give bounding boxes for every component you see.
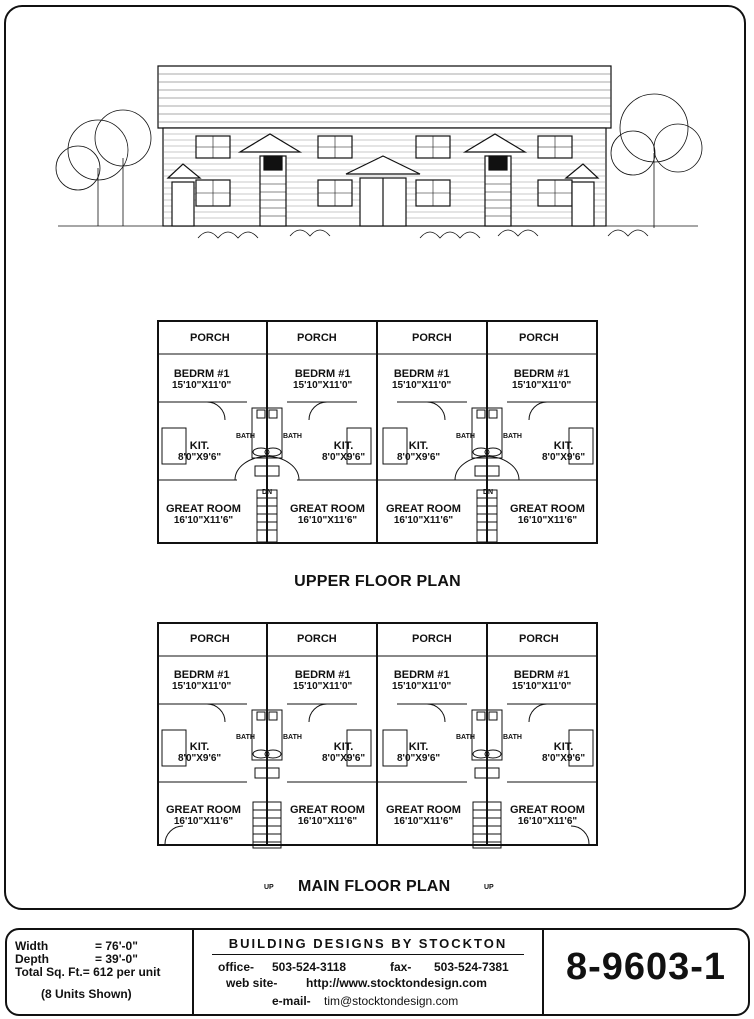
bedroom-dim: 15'10"X11'0" bbox=[293, 681, 353, 692]
upper-bath-label-4: BATH bbox=[503, 433, 522, 440]
main-bath-label-1: BATH bbox=[236, 734, 255, 741]
main-porch-label-4: PORCH bbox=[519, 633, 559, 645]
kitchen-dim: 8'0"X9'6" bbox=[322, 753, 366, 764]
great-room-label: GREAT ROOM bbox=[386, 804, 461, 816]
depth-value: = 39'-0" bbox=[95, 952, 138, 966]
great-room-dim: 16'10"X11'6" bbox=[393, 515, 454, 526]
upper-bedroom-1 bbox=[172, 368, 231, 392]
main-great-room-2 bbox=[290, 804, 365, 828]
great-room-label: GREAT ROOM bbox=[510, 503, 585, 515]
upper-great-room-4 bbox=[510, 503, 585, 527]
specs-box bbox=[5, 928, 194, 1016]
upper-bedroom-4 bbox=[512, 368, 571, 392]
main-kitchen-2 bbox=[322, 741, 365, 765]
main-stair-label-2: UP bbox=[484, 884, 494, 891]
kitchen-label: KIT. bbox=[408, 440, 429, 452]
main-bath-label-2: BATH bbox=[283, 734, 302, 741]
company-divider bbox=[212, 954, 524, 955]
kitchen-dim: 8'0"X9'6" bbox=[542, 753, 586, 764]
upper-kitchen-2 bbox=[322, 440, 365, 464]
main-great-room-3 bbox=[386, 804, 461, 828]
main-bedroom-2 bbox=[293, 669, 352, 693]
kitchen-dim: 8'0"X9'6" bbox=[542, 452, 586, 463]
total-sqft: Total Sq. Ft.= 612 per unit bbox=[15, 965, 161, 979]
great-room-dim: 16'10"X11'6" bbox=[393, 816, 454, 827]
bedroom-label: BEDRM #1 bbox=[173, 669, 230, 681]
great-room-dim: 16'10"X11'6" bbox=[517, 816, 578, 827]
upper-stair-label-1: DN bbox=[262, 489, 273, 496]
upper-kitchen-1 bbox=[178, 440, 221, 464]
bedroom-dim: 15'10"X11'0" bbox=[392, 380, 452, 391]
bedroom-label: BEDRM #1 bbox=[393, 669, 450, 681]
units-shown: (8 Units Shown) bbox=[41, 987, 132, 1001]
bedroom-label: BEDRM #1 bbox=[294, 368, 351, 380]
main-porch-label-1: PORCH bbox=[190, 633, 230, 645]
plan-number: 8-9603-1 bbox=[565, 946, 727, 988]
bedroom-dim: 15'10"X11'0" bbox=[293, 380, 353, 391]
kitchen-label: KIT. bbox=[553, 440, 574, 452]
kitchen-label: KIT. bbox=[333, 741, 354, 753]
bedroom-dim: 15'10"X11'0" bbox=[512, 681, 572, 692]
bedroom-dim: 15'10"X11'0" bbox=[512, 380, 572, 391]
depth-label: Depth bbox=[15, 952, 49, 966]
company-box bbox=[192, 928, 544, 1016]
great-room-dim: 16'10"X11'6" bbox=[173, 515, 234, 526]
website-link[interactable]: http://www.stocktondesign.com bbox=[306, 976, 487, 990]
great-room-label: GREAT ROOM bbox=[166, 503, 241, 515]
upper-bedroom-3 bbox=[392, 368, 451, 392]
main-bedroom-1 bbox=[172, 669, 231, 693]
upper-bath-label-1: BATH bbox=[236, 433, 255, 440]
main-great-room-1 bbox=[166, 804, 241, 828]
main-great-room-4 bbox=[510, 804, 585, 828]
great-room-label: GREAT ROOM bbox=[510, 804, 585, 816]
great-room-dim: 16'10"X11'6" bbox=[517, 515, 578, 526]
main-kitchen-4 bbox=[542, 741, 585, 765]
upper-stair-label-2: DN bbox=[483, 489, 494, 496]
kitchen-dim: 8'0"X9'6" bbox=[322, 452, 366, 463]
upper-great-room-1 bbox=[166, 503, 241, 527]
great-room-label: GREAT ROOM bbox=[290, 503, 365, 515]
great-room-dim: 16'10"X11'6" bbox=[173, 816, 234, 827]
great-room-label: GREAT ROOM bbox=[386, 503, 461, 515]
bedroom-dim: 15'10"X11'0" bbox=[172, 681, 232, 692]
email-link[interactable]: tim@stocktondesign.com bbox=[324, 994, 459, 1008]
kitchen-dim: 8'0"X9'6" bbox=[397, 753, 441, 764]
kitchen-dim: 8'0"X9'6" bbox=[397, 452, 441, 463]
main-porch-label-3: PORCH bbox=[412, 633, 452, 645]
bedroom-label: BEDRM #1 bbox=[513, 368, 570, 380]
main-kitchen-3 bbox=[397, 741, 440, 765]
upper-bath-label-3: BATH bbox=[456, 433, 475, 440]
upper-kitchen-3 bbox=[397, 440, 440, 464]
plan-number-box bbox=[542, 928, 750, 1016]
main-bath-label-4: BATH bbox=[503, 734, 522, 741]
kitchen-label: KIT. bbox=[189, 741, 210, 753]
bedroom-dim: 15'10"X11'0" bbox=[392, 681, 452, 692]
upper-porch-label-2: PORCH bbox=[297, 332, 337, 344]
office-phone: 503-524-3118 bbox=[272, 960, 347, 974]
upper-floor-plan-title: UPPER FLOOR PLAN bbox=[294, 573, 461, 590]
main-floor-plan-title: MAIN FLOOR PLAN bbox=[298, 878, 451, 895]
kitchen-label: KIT. bbox=[189, 440, 210, 452]
kitchen-dim: 8'0"X9'6" bbox=[178, 452, 222, 463]
great-room-label: GREAT ROOM bbox=[166, 804, 241, 816]
great-room-label: GREAT ROOM bbox=[290, 804, 365, 816]
kitchen-dim: 8'0"X9'6" bbox=[178, 753, 222, 764]
upper-bath-label-2: BATH bbox=[283, 433, 302, 440]
main-kitchen-1 bbox=[178, 741, 221, 765]
main-porch-label-2: PORCH bbox=[297, 633, 337, 645]
main-bedroom-4 bbox=[512, 669, 571, 693]
bedroom-label: BEDRM #1 bbox=[393, 368, 450, 380]
width-value: = 76'-0" bbox=[95, 939, 138, 953]
upper-great-room-3 bbox=[386, 503, 461, 527]
main-stair-label-1: UP bbox=[264, 884, 274, 891]
upper-kitchen-4 bbox=[542, 440, 585, 464]
width-label: Width bbox=[15, 939, 49, 953]
front-elevation bbox=[28, 58, 728, 268]
upper-bedroom-2 bbox=[293, 368, 352, 392]
great-room-dim: 16'10"X11'6" bbox=[297, 816, 358, 827]
upper-porch-label-1: PORCH bbox=[190, 332, 230, 344]
great-room-dim: 16'10"X11'6" bbox=[297, 515, 358, 526]
office-label: office- bbox=[218, 960, 254, 974]
fax-number: 503-524-7381 bbox=[434, 960, 509, 974]
web-label: web site- bbox=[226, 976, 278, 990]
upper-porch-label-4: PORCH bbox=[519, 332, 559, 344]
email-label: e-mail- bbox=[272, 994, 311, 1008]
fax-label: fax- bbox=[390, 960, 412, 974]
bedroom-label: BEDRM #1 bbox=[294, 669, 351, 681]
bedroom-dim: 15'10"X11'0" bbox=[172, 380, 232, 391]
main-bedroom-3 bbox=[392, 669, 451, 693]
kitchen-label: KIT. bbox=[333, 440, 354, 452]
bedroom-label: BEDRM #1 bbox=[513, 669, 570, 681]
kitchen-label: KIT. bbox=[553, 741, 574, 753]
bedroom-label: BEDRM #1 bbox=[173, 368, 230, 380]
main-bath-label-3: BATH bbox=[456, 734, 475, 741]
kitchen-label: KIT. bbox=[408, 741, 429, 753]
company-name: BUILDING DESIGNS BY STOCKTON bbox=[228, 936, 508, 951]
upper-great-room-2 bbox=[290, 503, 365, 527]
upper-porch-label-3: PORCH bbox=[412, 332, 452, 344]
